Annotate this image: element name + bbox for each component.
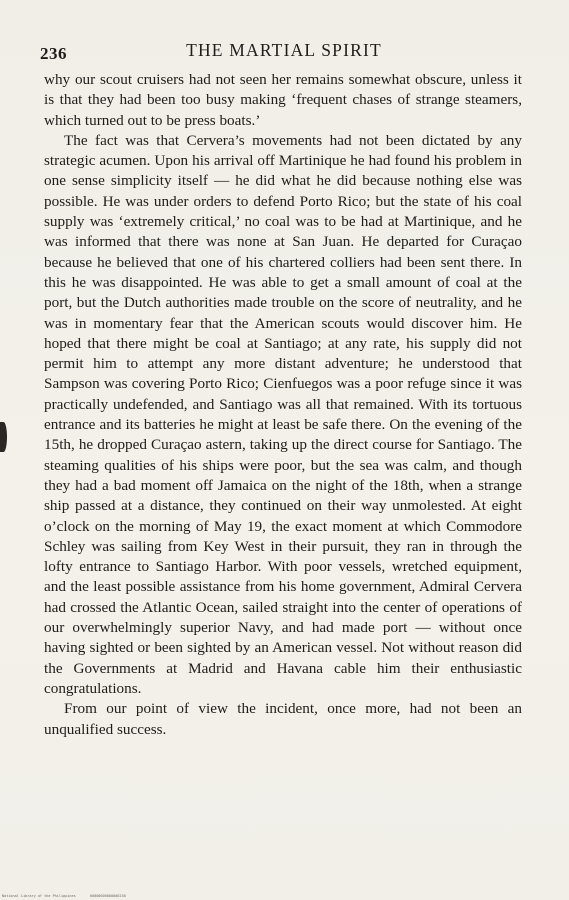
body-text [44, 70, 522, 740]
running-head: THE MARTIAL SPIRIT [186, 40, 382, 60]
page-header [40, 40, 528, 64]
page-number: 236 [40, 44, 67, 63]
footer-library: National Library of the Philippines [2, 894, 76, 898]
scan-footer [2, 894, 138, 898]
margin-ink-blot [0, 422, 7, 452]
paragraph-conclusion: From our point of view the incident, once more, had not been an unqualified success. [44, 700, 522, 738]
paragraph-cervera-movements: The fact was that Cervera’s movements had not been dictated by any strategic acumen. Upon his arrival off Martinique he had found his problem in one sense simplicity itself — he did what he did because nothing else was possible. He was under orders to defend Porto Rico; but the state of his coal supply was ‘extremely critical,’ no coal was to be had at Martinique, and he was informed that there was none at San Juan. He departed for Curaçao because he believed that one of his chartered colliers had been sent there. In this he was disappointed. He was able to get a small amount of coal at the port, but the Dutch authorities made trouble on the score of neutrality, and he was in momentary fear that the American scouts would discover him. He hoped that there might be coal at Santiago; at any rate, his supply did not permit him to attempt any more distant adventure; he understood that Sampson was covering Porto Rico; Cienfuegos was a poor refuge since it was practically undefended, and Santiago was all that remained. With its tortuous entrance and its batteries he might at least be safe there. On the evening of the 15th, he dropped Curaçao astern, taking up the direct course for Santiago. The steaming qualities of his ships were poor, but the sea was calm, and though they had a bad moment off Jamaica on the night of the 18th, when a strange ship passed at a distance, they continued on their way unmolested. At eight o’clock on the morning of May 19, the exact moment at which Commodore Schley was sailing from Key West in their pursuit, they ran in through the lofty entrance to Santiago Harbor. With poor vessels, wretched equipment, and the least possible assistance from his home government, Admiral Cervera had crossed the Atlantic Ocean, sailed straight into the center of operations of our overwhelmingly superior Navy, and had made port — without once having sighted or been sighted by an American vessel. Not without reason did the Governments at Madrid and Havana cable him their enthusiastic congratulations. [44, 131, 522, 697]
paragraph-continued: why our scout cruisers had not seen her remains somewhat obscure, unless it is that they had been too busy making ‘frequent chases of strange steamers, which turned out to be press boats.’ [44, 71, 522, 129]
footer-id: 00000000000000236 [89, 894, 126, 898]
